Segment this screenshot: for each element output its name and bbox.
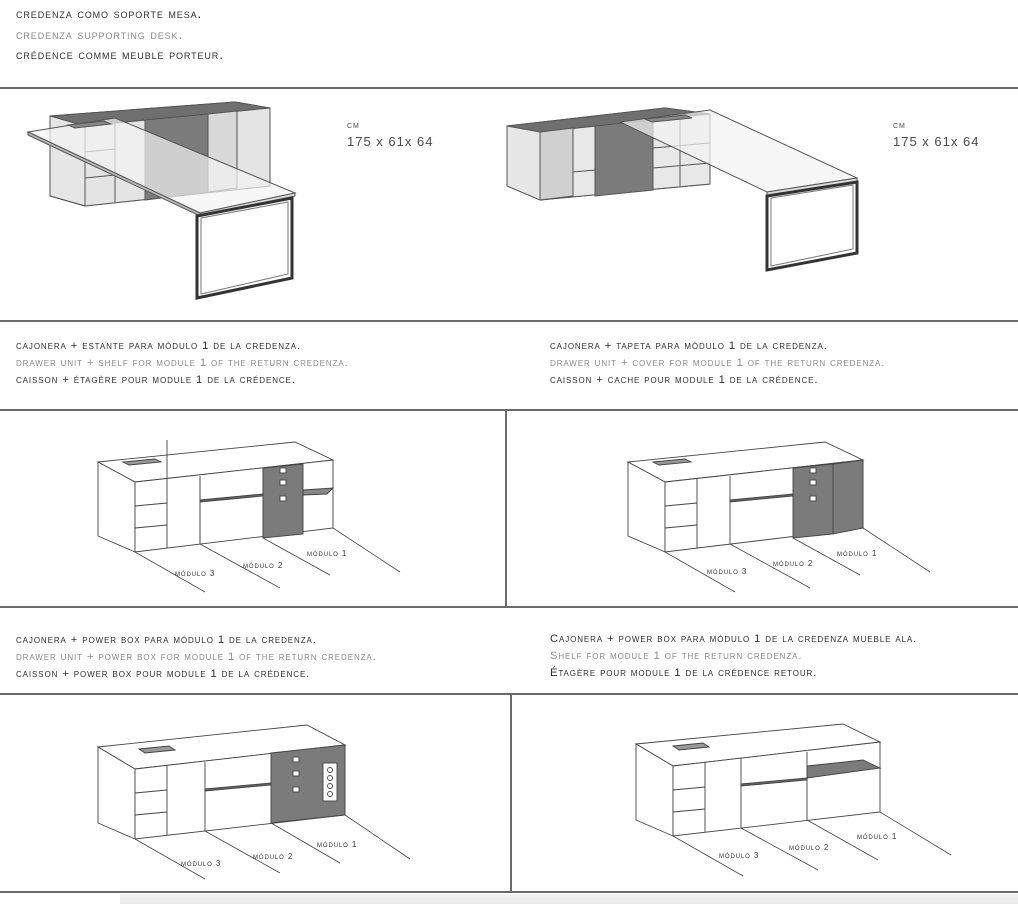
vertical-divider <box>505 410 507 606</box>
caption-line-es: cajonera + power box para módulo 1 de la credenza. <box>16 634 317 646</box>
module-label-3: módulo 3 <box>175 569 216 578</box>
header-line-fr: crédence comme meuble porteur. <box>16 47 224 62</box>
header-line-en: credenza supporting desk. <box>16 26 184 42</box>
caption-line-en: Shelf for module 1 of the return credenza. <box>550 650 803 662</box>
module-label-1: módulo 1 <box>317 840 358 849</box>
divider <box>0 693 1018 695</box>
caption-line-es: cajonera + estante para módulo 1 de la credenza. <box>16 340 301 352</box>
module-label-3: módulo 3 <box>181 859 222 868</box>
caption-line-en: drawer unit + power box for module 1 of the return credenza. <box>16 651 377 663</box>
page-header <box>16 4 224 66</box>
caption-line-fr: caisson + étagère pour module 1 de la crédence. <box>16 374 296 386</box>
dimension-value: 175 x 61x 64 <box>893 134 980 149</box>
module-label-1: módulo 1 <box>837 549 878 558</box>
caption-line-fr: Étagère pour module 1 de la crédence retour. <box>550 667 818 679</box>
module-label-3: módulo 3 <box>707 567 748 576</box>
divider <box>0 891 1018 893</box>
caption-line-es: Cajonera + power box para módulo 1 de la credenza mueble ala. <box>550 633 918 645</box>
credenza-drawing-return-shelf <box>633 722 953 882</box>
module-label-2: módulo 2 <box>773 559 814 568</box>
credenza-drawing-powerbox <box>95 723 415 883</box>
caption-line-en: drawer unit + cover for module 1 of the return credenza. <box>550 357 886 369</box>
module-label-1: módulo 1 <box>857 832 898 841</box>
credenza-drawing-shelf <box>95 440 415 600</box>
dimension-unit: cm <box>347 120 360 131</box>
divider <box>0 409 1018 411</box>
module-label-2: módulo 2 <box>789 843 830 852</box>
credenza-drawing-cover <box>625 440 945 600</box>
caption-line-fr: caisson + cache pour module 1 de la crédence. <box>550 374 819 386</box>
dimension-value: 175 x 61x 64 <box>347 134 434 149</box>
module-label-3: módulo 3 <box>719 851 760 860</box>
dimension-right <box>893 118 979 150</box>
caption-drawer-shelf <box>16 338 349 389</box>
module-label-2: módulo 2 <box>253 852 294 861</box>
caption-line-es: cajonera + tapeta para módulo 1 de la credenza. <box>550 340 828 352</box>
caption-shelf-return <box>550 631 917 682</box>
caption-drawer-powerbox <box>16 632 377 683</box>
caption-drawer-cover <box>550 338 885 389</box>
footer-shade <box>120 894 1018 904</box>
caption-line-en: drawer unit + shelf for module 1 of the return credenza. <box>16 357 349 369</box>
dimension-unit: cm <box>893 120 906 131</box>
header-line-es: credenza como soporte mesa. <box>16 6 203 21</box>
vertical-divider <box>510 694 512 891</box>
module-label-2: módulo 2 <box>243 561 284 570</box>
module-label-1: módulo 1 <box>307 549 348 558</box>
dimension-left <box>347 118 433 150</box>
caption-line-fr: caisson + power box pour module 1 de la crédence. <box>16 668 311 680</box>
divider <box>0 606 1018 608</box>
divider <box>0 320 1018 322</box>
